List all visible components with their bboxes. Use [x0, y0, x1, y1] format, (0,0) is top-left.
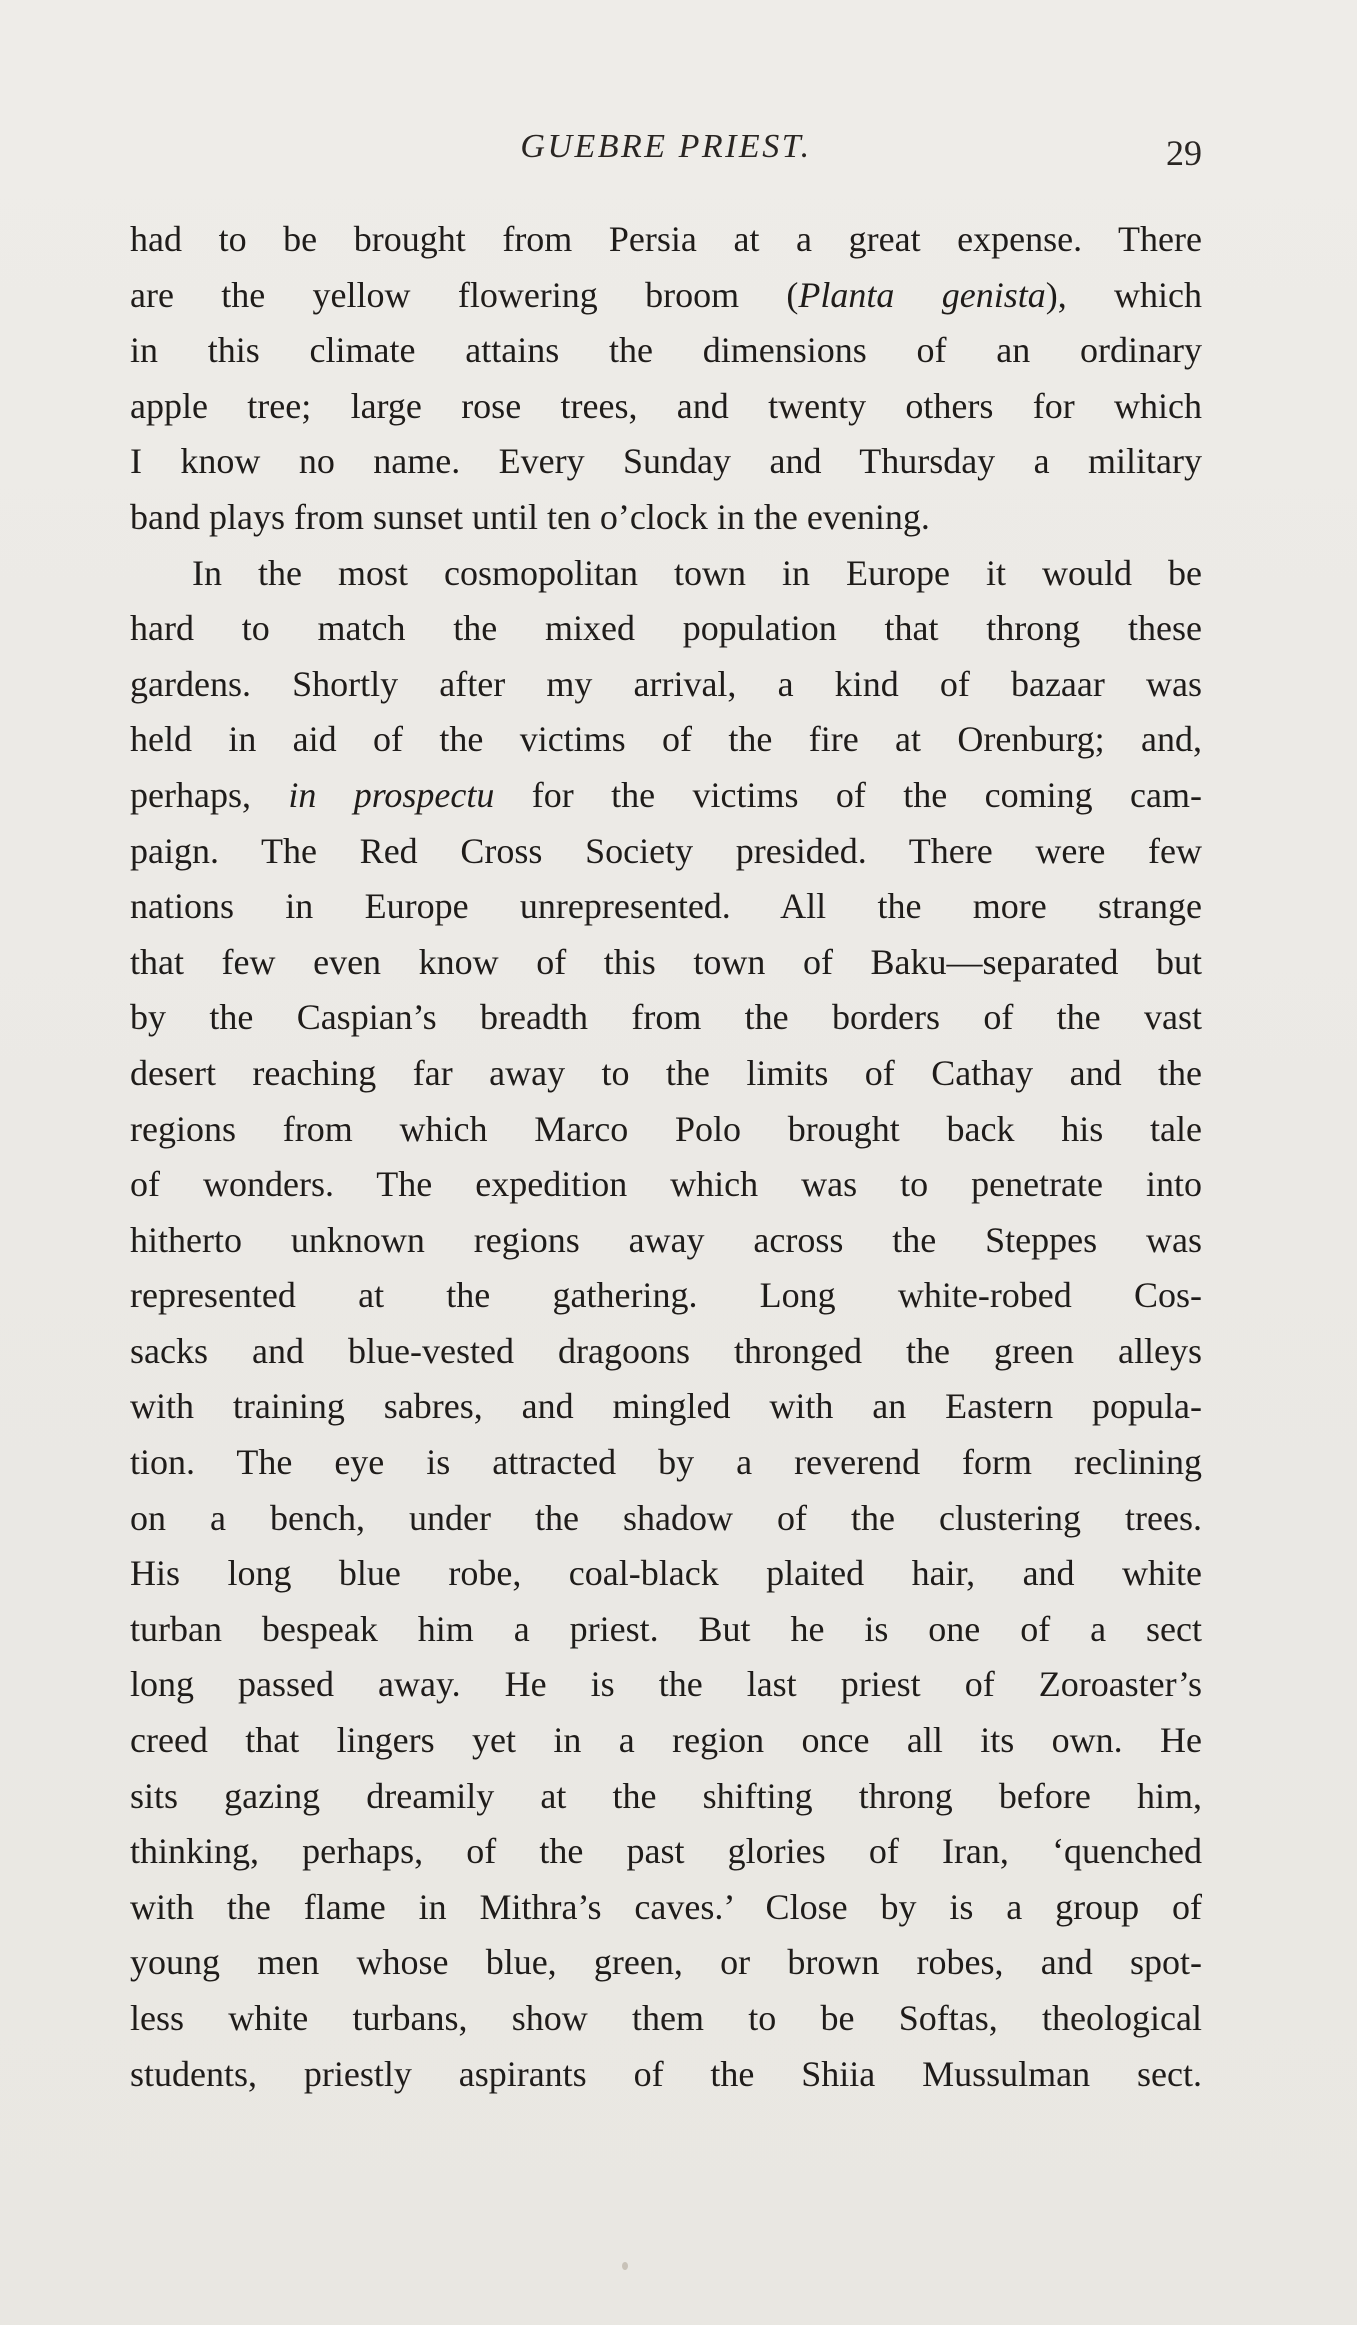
paper-speck [622, 2262, 628, 2270]
text-line-11 [130, 768, 1202, 824]
text-line-28: creed that lingers yet in a region once all its own. He [130, 1720, 1202, 1761]
text-line-2 [130, 268, 1202, 324]
text-line-2-part: are the yellow flowering broom ( [130, 274, 799, 315]
text-line-22: with training sabres, and mingled with an Eastern popula- [130, 1386, 1202, 1427]
page-header [130, 128, 1202, 178]
running-title: GUEBRE PRIEST. [520, 128, 812, 165]
text-line-11-part: perhaps, [130, 774, 289, 815]
text-line-31: with the flame in Mithra’s caves.’ Close by is a group of [130, 1886, 1202, 1927]
text-line-12: paign. The Red Cross Society presided. There were few [130, 830, 1202, 871]
text-line-3: in this climate attains the dimensions of an ordinary [130, 330, 1202, 371]
text-line-17: regions from which Marco Polo brought back his tale [130, 1108, 1202, 1149]
text-line-24: on a bench, under the shadow of the clustering trees. [130, 1497, 1202, 1538]
text-line-14: that few even know of this town of Baku—separated but [130, 941, 1202, 982]
text-line-19: hitherto unknown regions away across the Steppes was [130, 1219, 1202, 1260]
text-line-21: sacks and blue-vested dragoons thronged the green alleys [130, 1330, 1202, 1371]
text-line-15: by the Caspian’s breadth from the borders of the vast [130, 997, 1202, 1038]
text-line-13: nations in Europe unrepresented. All the more strange [130, 886, 1202, 927]
text-line-29: sits gazing dreamily at the shifting throng before him, [130, 1775, 1202, 1816]
text-line-16: desert reaching far away to the limits of Cathay and the [130, 1052, 1202, 1093]
italic-phrase-planta-genista: Planta genista [798, 274, 1046, 315]
text-line-25: His long blue robe, coal-black plaited hair, and white [130, 1553, 1202, 1594]
text-line-26: turban bespeak him a priest. But he is one of a sect [130, 1608, 1202, 1649]
text-line-7: In the most cosmopolitan town in Europe it would be [192, 552, 1202, 593]
text-line-4: apple tree; large rose trees, and twenty others for which [130, 385, 1202, 426]
text-line-2-part: ), which [1045, 274, 1202, 315]
text-line-20: represented at the gathering. Long white-robed Cos- [130, 1275, 1202, 1316]
text-line-1: had to be brought from Persia at a great expense. There [130, 219, 1202, 259]
text-line-34: students, priestly aspirants of the Shiia Mussulman sect. [130, 2053, 1202, 2094]
text-line-6: band plays from sunset until ten o’clock in the evening. [130, 496, 930, 537]
text-line-10: held in aid of the victims of the fire at Orenburg; and, [130, 719, 1202, 760]
text-line-27: long passed away. He is the last priest of Zoroaster’s [130, 1664, 1202, 1705]
text-line-5: I know no name. Every Sunday and Thursday a military [130, 441, 1202, 482]
text-line-8: hard to match the mixed population that throng these [130, 608, 1202, 649]
text-line-9: gardens. Shortly after my arrival, a kind of bazaar was [130, 663, 1202, 704]
italic-phrase-in-prospectu: in prospectu [288, 774, 495, 815]
text-line-30: thinking, perhaps, of the past glories of Iran, ‘quenched [130, 1831, 1202, 1872]
text-line-18: of wonders. The expedition which was to penetrate into [130, 1164, 1202, 1205]
text-line-32: young men whose blue, green, or brown robes, and spot- [130, 1942, 1202, 1983]
text-line-23: tion. The eye is attracted by a reverend form reclining [130, 1442, 1202, 1483]
body-text [130, 212, 1202, 2102]
page-number: 29 [1166, 133, 1202, 173]
text-line-11-part: for the victims of the coming cam- [494, 774, 1202, 815]
text-line-33: less white turbans, show them to be Softas, theological [130, 1998, 1202, 2038]
